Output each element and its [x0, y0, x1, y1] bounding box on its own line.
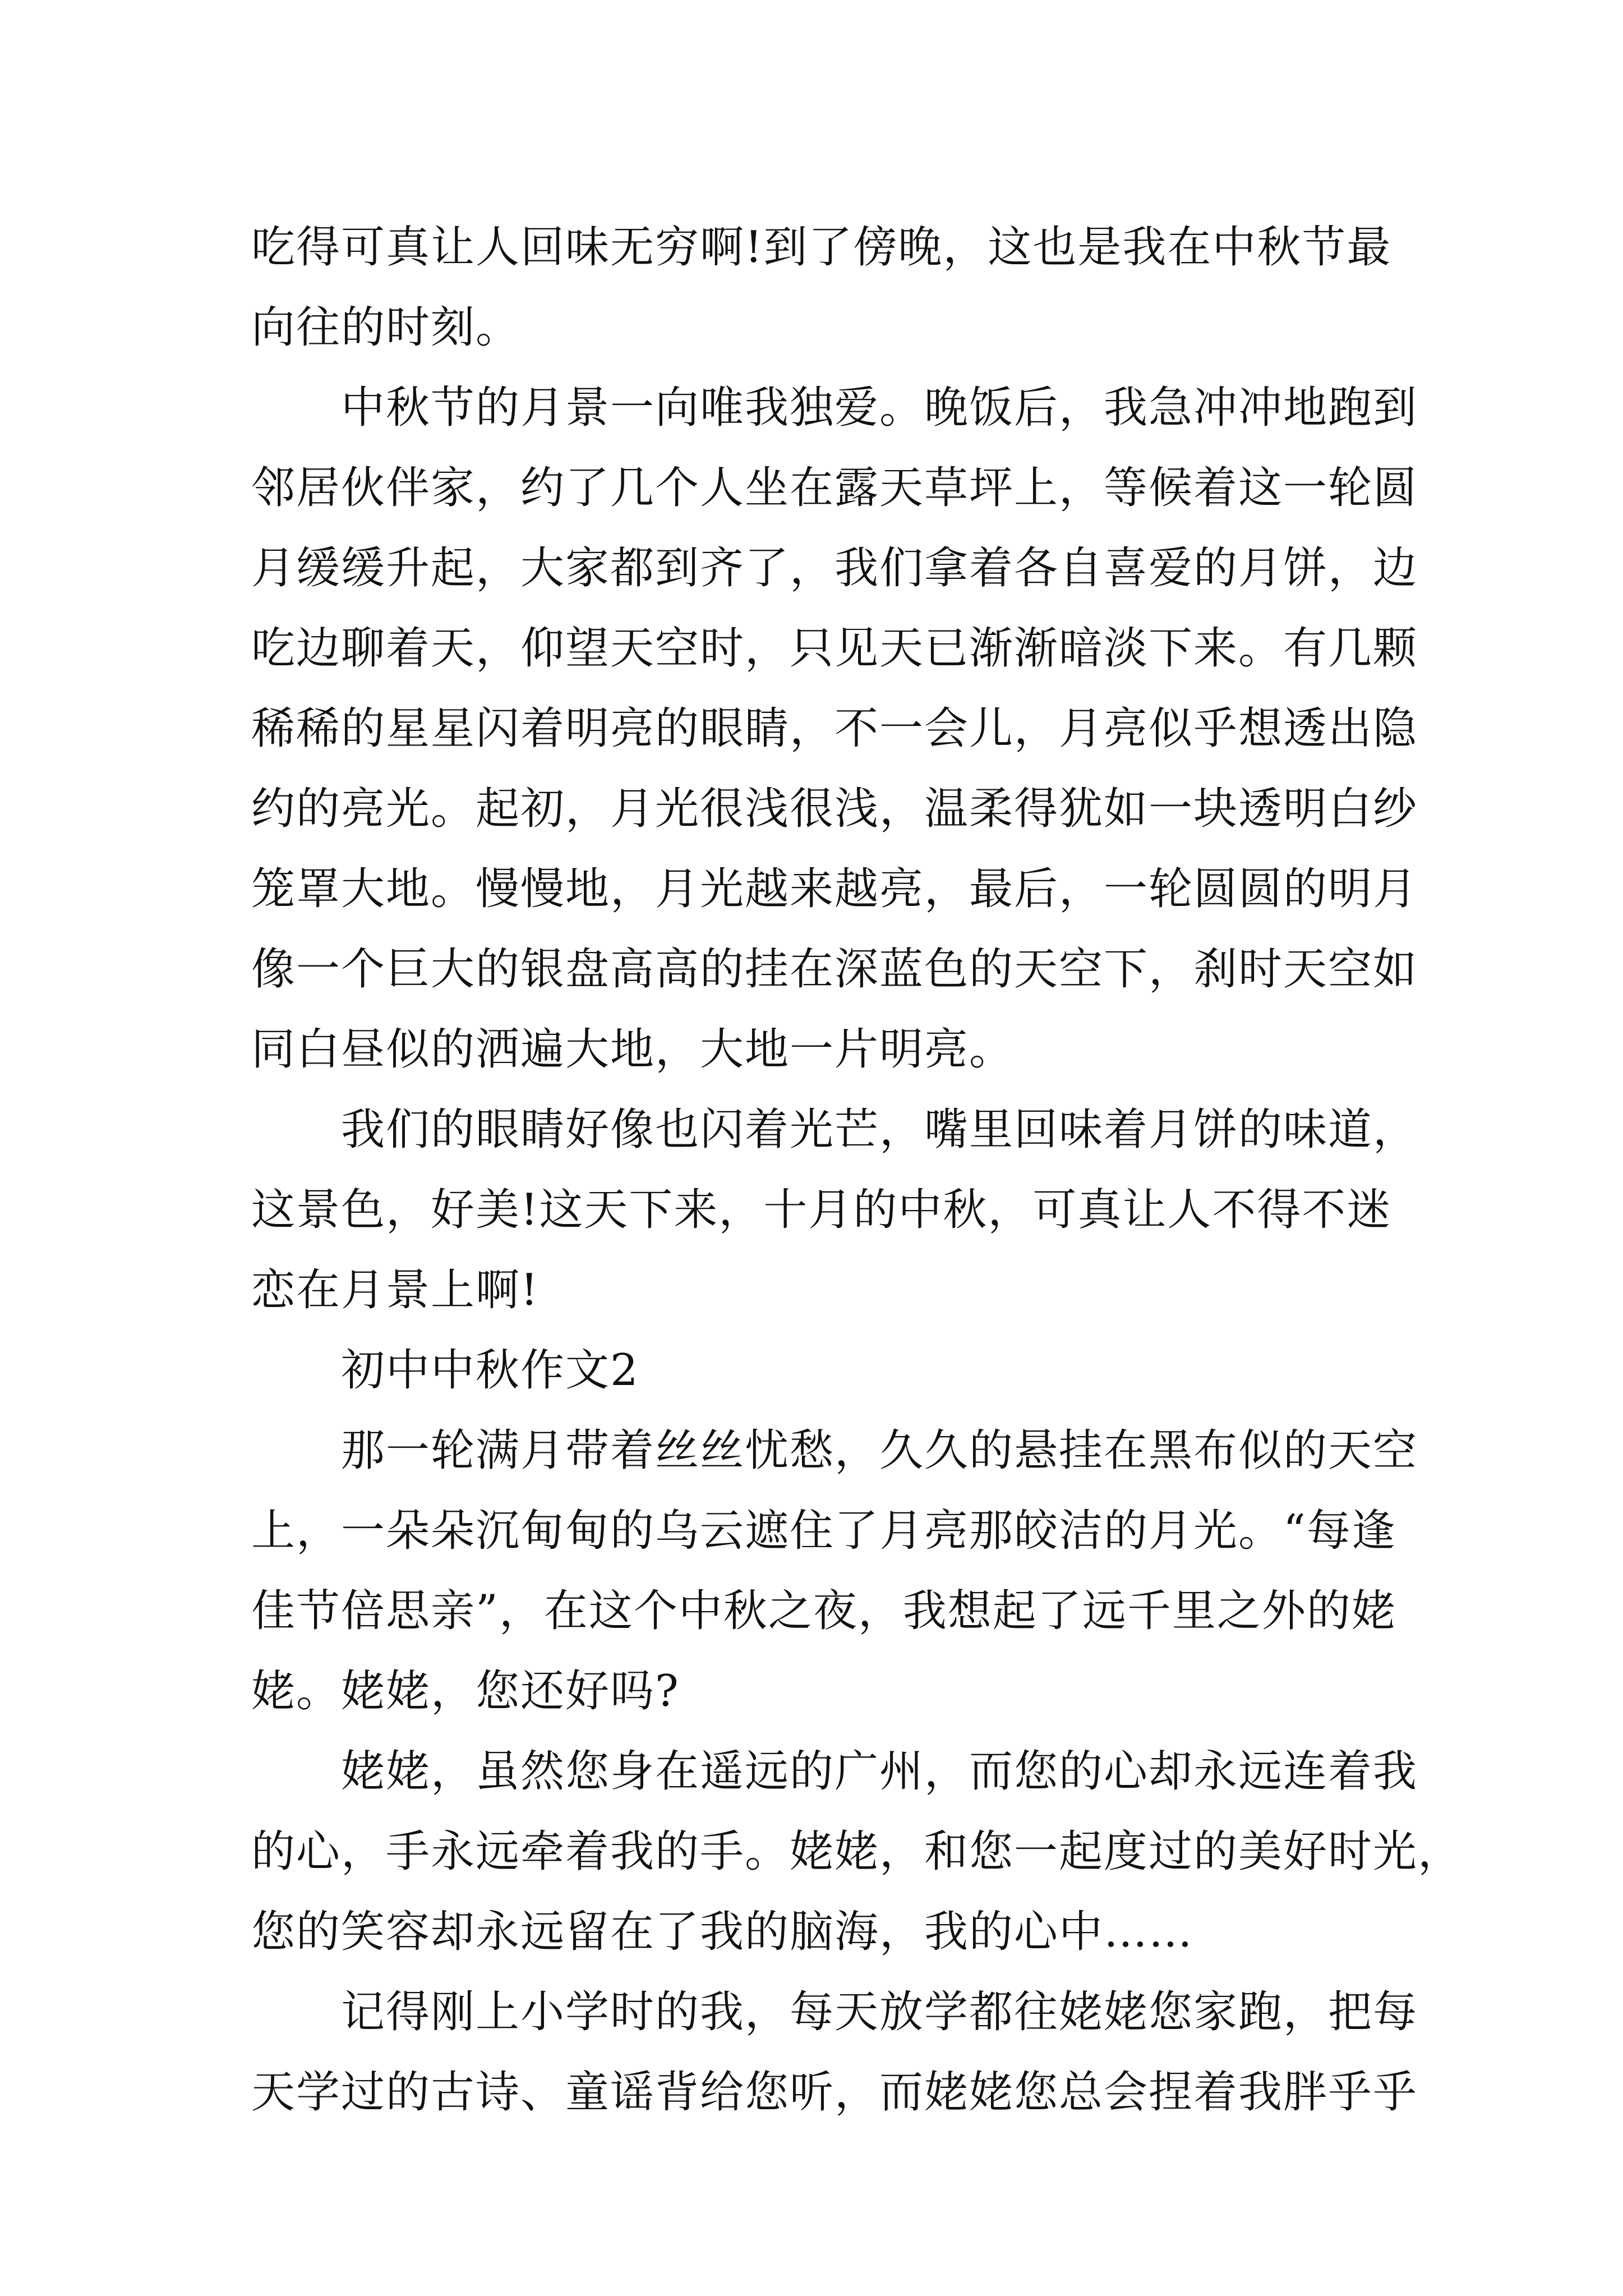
text-line: 月缓缓升起，大家都到齐了，我们拿着各自喜爱的月饼，边	[251, 543, 1418, 593]
text-line: 恋在月景上啊!	[251, 1265, 540, 1315]
text-line: 中秋节的月景一向唯我独爱。晚饭后，我急冲冲地跑到	[341, 383, 1418, 433]
document-body	[251, 208, 1463, 2133]
text-line: 记得刚上小学时的我，每天放学都往姥姥您家跑，把每	[341, 1987, 1418, 2037]
text-line: 吃边聊着天，仰望天空时，只见天已渐渐暗淡下来。有几颗	[251, 623, 1418, 674]
text-line: 像一个巨大的银盘高高的挂在深蓝色的天空下，刹时天空如	[251, 944, 1418, 995]
text-line: 姥姥，虽然您身在遥远的广州，而您的心却永远连着我	[341, 1746, 1418, 1797]
text-line: 您的笑容却永远留在了我的脑海，我的心中……	[251, 1907, 1194, 1957]
text-line: 笼罩大地。慢慢地，月光越来越亮，最后，一轮圆圆的明月	[251, 864, 1418, 914]
text-line: 上，一朵朵沉甸甸的乌云遮住了月亮那皎洁的月光。“每逢	[251, 1506, 1396, 1556]
text-line: 佳节倍思亲”，在这个中秋之夜，我想起了远千里之外的姥	[251, 1586, 1396, 1636]
text-line: 邻居伙伴家，约了几个人坐在露天草坪上，等候着这一轮圆	[251, 463, 1418, 513]
text-line: 天学过的古诗、童谣背给您听，而姥姥您总会捏着我胖乎乎	[251, 2067, 1418, 2118]
section-heading: 初中中秋作文2	[341, 1345, 639, 1396]
text-line: 吃得可真让人回味无穷啊!到了傍晚，这也是我在中秋节最	[251, 222, 1392, 273]
text-line: 我们的眼睛好像也闪着光芒，嘴里回味着月饼的味道，	[341, 1105, 1418, 1155]
text-line: 那一轮满月带着丝丝忧愁，久久的悬挂在黑布似的天空	[341, 1425, 1418, 1476]
text-line: 同白昼似的洒遍大地，大地一片明亮。	[251, 1024, 1015, 1075]
text-line: 姥。姥姥，您还好吗?	[251, 1666, 680, 1717]
text-line: 的心，手永远牵着我的手。姥姥，和您一起度过的美好时光，	[251, 1826, 1463, 1877]
text-line: 约的亮光。起初，月光很浅很浅，温柔得犹如一块透明白纱	[251, 784, 1418, 834]
text-line: 这景色，好美!这天下来，十月的中秋，可真让人不得不迷	[251, 1185, 1392, 1235]
text-line: 向往的时刻。	[251, 302, 521, 353]
text-line: 稀稀的星星闪着明亮的眼睛，不一会儿，月亮似乎想透出隐	[251, 703, 1418, 754]
